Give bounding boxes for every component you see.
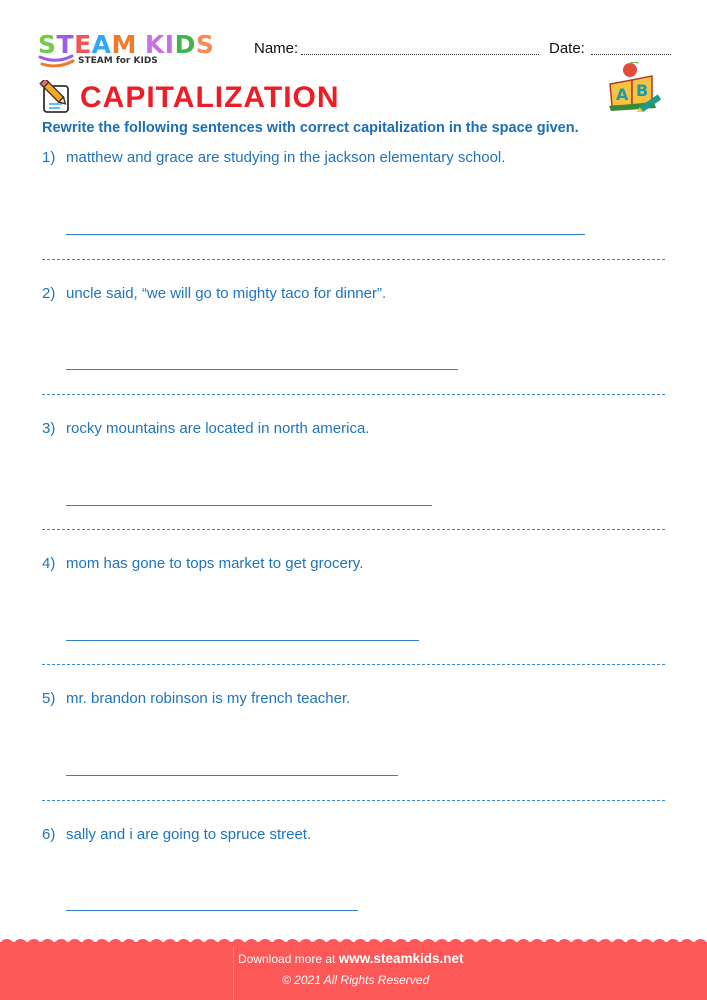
answer-line-6[interactable] [66, 910, 358, 911]
question-5 [42, 690, 350, 707]
question-text: uncle said, “we will go to mighty taco for dinner”. [66, 285, 387, 302]
separator [42, 259, 665, 260]
question-3 [42, 420, 369, 437]
site-link[interactable]: www.steamkids.net [338, 951, 464, 966]
separator [42, 394, 665, 395]
question-1 [42, 149, 505, 166]
download-prefix: Download more at [238, 952, 336, 966]
question-number: 1) [42, 149, 56, 166]
answer-line-4[interactable] [66, 640, 419, 641]
name-field[interactable] [301, 40, 539, 55]
question-text: matthew and grace are studying in the jackson elementary school. [66, 149, 506, 166]
footer-divider [233, 946, 234, 1000]
logo-letter: D [174, 30, 196, 59]
question-6 [42, 826, 311, 843]
question-2 [42, 285, 386, 302]
question-text: mr. brandon robinson is my french teacher. [66, 690, 351, 707]
separator [42, 800, 665, 801]
worksheet-title: CAPITALIZATION [80, 81, 340, 114]
question-4 [42, 555, 363, 572]
answer-line-2[interactable] [66, 369, 458, 370]
logo-letter: S [195, 30, 215, 59]
logo-letter: T [56, 30, 75, 59]
question-text: mom has gone to tops market to get grocery. [66, 555, 364, 572]
answer-line-5[interactable] [66, 775, 398, 776]
name-label: Name: [254, 40, 299, 57]
logo-letter: K [144, 30, 165, 59]
logo-swoosh-icon [38, 54, 76, 70]
question-number: 2) [42, 285, 56, 302]
date-field[interactable] [591, 40, 671, 55]
question-text: sally and i are going to spruce street. [66, 826, 312, 843]
logo-letter: M [111, 30, 137, 59]
svg-text:B: B [636, 81, 649, 100]
logo-tagline: STEAM for KIDS [78, 56, 158, 66]
logo-letter: A [91, 30, 112, 59]
answer-line-3[interactable] [66, 505, 432, 506]
separator [42, 529, 665, 530]
logo-letter: I [164, 30, 175, 59]
answer-line-1[interactable] [66, 234, 585, 235]
svg-text:A: A [616, 85, 629, 104]
logo-letter: E [74, 30, 92, 59]
footer-download [238, 951, 464, 966]
instructions: Rewrite the following sentences with correct capitalization in the space given. [42, 120, 579, 136]
pencil-scroll-icon [36, 80, 72, 114]
date-label: Date: [549, 40, 585, 57]
question-number: 6) [42, 826, 56, 843]
question-number: 3) [42, 420, 56, 437]
separator [42, 664, 665, 665]
question-number: 5) [42, 690, 56, 707]
copyright: © 2021 All Rights Reserved [282, 973, 430, 987]
question-number: 4) [42, 555, 56, 572]
steam-kids-logo [38, 31, 238, 67]
question-text: rocky mountains are located in north america. [66, 420, 370, 437]
logo-letter: S [38, 30, 57, 59]
abc-book-apple-icon [606, 62, 666, 112]
